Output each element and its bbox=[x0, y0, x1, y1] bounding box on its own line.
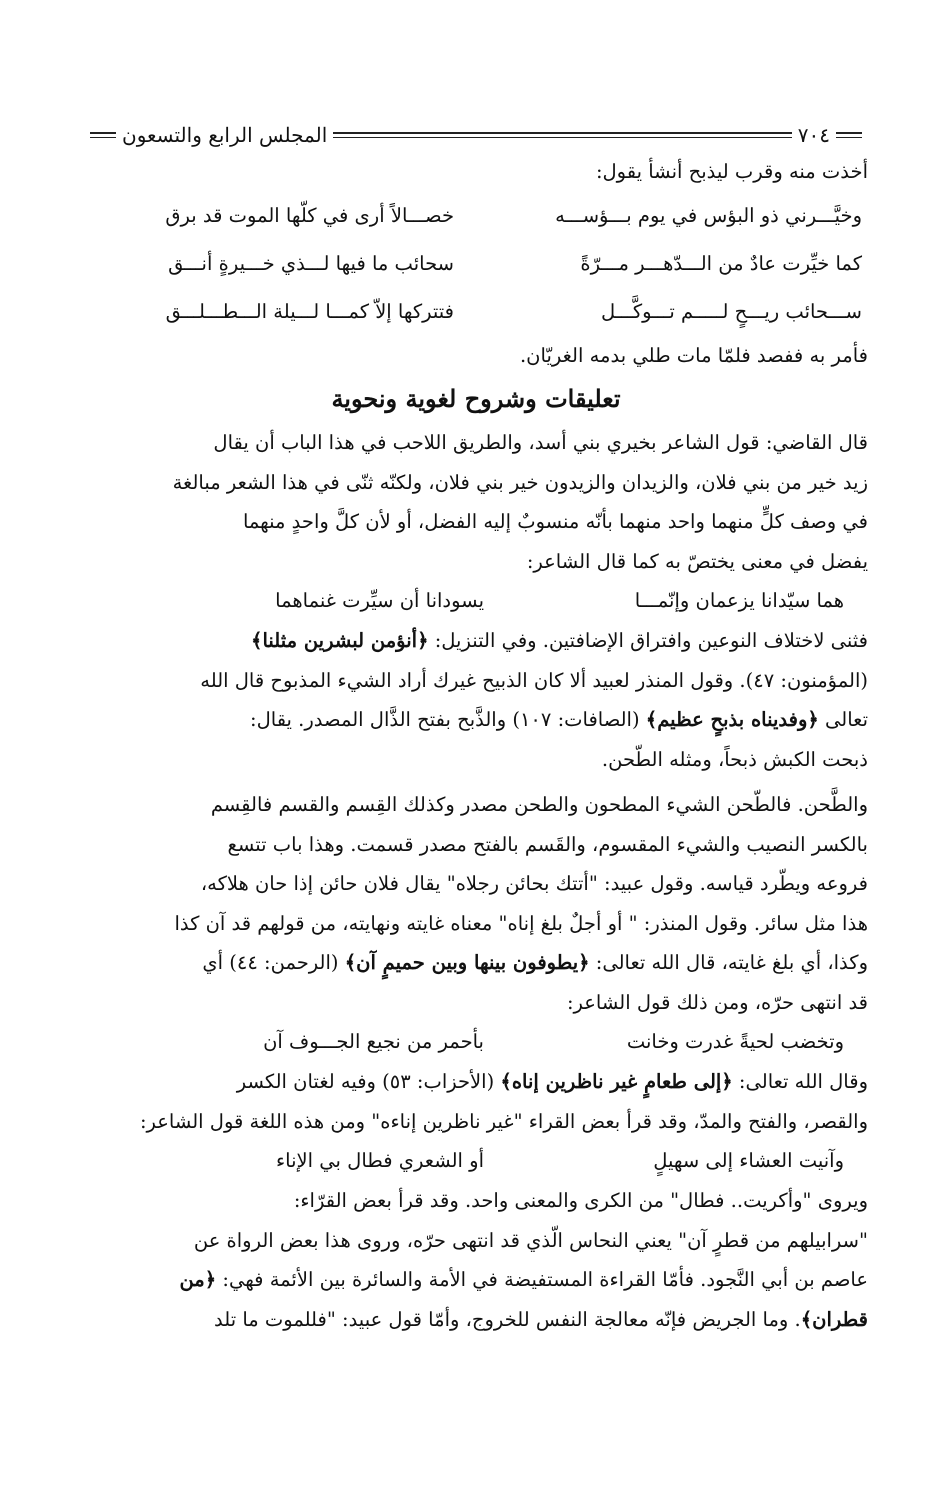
paragraph-line: زيد خير من بني فلان، والزيدان والزيدون خير بني فلان، ولكنّه ثنّى في هذا الشعر مبالغة bbox=[172, 470, 868, 494]
paragraph-line: (المؤمنون: ٤٧). وقول المنذر لعبيد ألا كان الذبيح غيرك أراد الشيء المذبوح قال الله bbox=[200, 668, 868, 692]
hemistich-first: هما سيّدانا يزعمان وإنّمـــا bbox=[634, 589, 844, 612]
text-run: . وما الجريض فإنّه معالجة النفس للخروج، وأمّا قول عبيد: "فللموت ما تلد bbox=[214, 1307, 801, 1331]
paragraph-line bbox=[84, 1300, 868, 1340]
verse bbox=[84, 1022, 868, 1062]
paragraph-line: يفضل في معنى يختصّ به كما قال الشاعر: bbox=[526, 549, 868, 573]
paragraph-line: بالكسر النصيب والشيء المقسوم، والقَسم بالفتح مصدر قسمت. وهذا باب تتسع bbox=[227, 832, 868, 856]
quran-quote: ﴿يطوفون بينها وبين حميمٍ آن﴾ bbox=[344, 951, 590, 974]
paragraph-line bbox=[84, 1062, 868, 1102]
hemistich-second: يسودانا أن سيِّرت غنماهما bbox=[275, 589, 484, 612]
page-number: ٧٠٤ bbox=[797, 123, 830, 147]
hemistich-second: خصـــالاً أرى في كلّها الموت قد برق bbox=[165, 203, 454, 227]
paragraph-line bbox=[84, 943, 868, 983]
after-poem-line: فأمر به ففصد فلمّا مات طلي بدمه الغريّان. bbox=[519, 343, 868, 367]
text-run: وقال الله تعالى: bbox=[732, 1070, 868, 1093]
paragraph-line bbox=[84, 1260, 868, 1300]
hemistich-first: وخيَّـــرني ذو البؤس في يوم بـــؤســـه bbox=[555, 203, 862, 227]
header-rule-end bbox=[90, 132, 116, 138]
poem-verse bbox=[84, 288, 868, 336]
paragraph-line: "سرابيلهم من قطرٍ آن" يعني النحاس الّذي قد انتهى حرّه، وروى هذا بعض الرواة عن bbox=[193, 1228, 868, 1252]
quran-quote: قطران﴾ bbox=[800, 1307, 868, 1331]
header-rule-start bbox=[836, 132, 862, 138]
chapter-title: المجلس الرابع والتسعون bbox=[122, 123, 328, 147]
hemistich-first: ســـحائب ريـــحٍ لـــــم تـــوكَّـــل bbox=[600, 299, 862, 323]
text-run: (الصافات: ١٠٧) والذَّبح بفتح الذَّال المصدر. يقال: bbox=[250, 708, 646, 731]
paragraph-line: قال القاضي: قول الشاعر بخيري بني أسد، والطريق اللاحب في هذا الباب أن يقال bbox=[213, 431, 868, 454]
hemistich-first: كما خيِّرت عادٌ من الـــدّهـــر مـــرّةً bbox=[580, 251, 862, 275]
paragraph-line bbox=[84, 621, 868, 661]
hemistich-second: أو الشعري فطال بي الإناء bbox=[276, 1149, 484, 1172]
text-run: وكذا، أي بلغ غايته، قال الله تعالى: bbox=[589, 951, 868, 974]
quran-quote: ﴿أنؤمن لبشرين مثلنا﴾ bbox=[251, 629, 429, 652]
paragraph-line: في وصف كلٍّ منهما واحد منهما بأنّه منسوبٌ إليه الفضل، أو لأن كلَّ واحدٍ منهما bbox=[242, 510, 868, 533]
paragraph-line: ذبحت الكبش ذبحاً، ومثله الطّحن. bbox=[601, 747, 868, 771]
text-run: عاصم بن أبي النَّجود. فأمّا القراءة المستفيضة في الأمة والسائرة بين الأئمة فهي: bbox=[216, 1268, 868, 1291]
verse bbox=[84, 581, 868, 621]
paragraph-line: قد انتهى حرّه، ومن ذلك قول الشاعر: bbox=[566, 990, 868, 1014]
page bbox=[84, 118, 868, 1339]
section-title: تعليقات وشروح لغوية ونحوية bbox=[331, 384, 621, 413]
hemistich-first: وآنيت العشاء إلى سهيلٍ bbox=[653, 1149, 844, 1172]
text-run: فثنى لاختلاف النوعين وافتراق الإضافتين. وفي التنزيل: bbox=[428, 629, 868, 652]
poem-verse bbox=[84, 240, 868, 288]
running-header bbox=[84, 118, 868, 152]
quran-quote: ﴿وفديناه بذبحٍ عظيم﴾ bbox=[645, 708, 819, 731]
quran-quote: ﴿من bbox=[179, 1268, 217, 1291]
hemistich-second: بأحمر من نجيع الجـــوف آن bbox=[263, 1030, 484, 1053]
paragraph-line: هذا مثل سائر. وقول المنذر: " أو أجلٌ بلغ إناه" معناه غايته ونهايته، من قولهم قد آن كذا bbox=[174, 911, 868, 935]
hemistich-second: سحائب ما فيها لـــذي خـــيرةٍ أنـــق bbox=[168, 251, 454, 275]
paragraph-line: والقصر، والفتح والمدّ، وقد قرأ بعض القراء "غير ناظرين إناءه" ومن هذه اللغة قول الشاعر: bbox=[139, 1109, 868, 1133]
quran-quote: ﴿إلى طعامٍ غير ناظرين إناه﴾ bbox=[500, 1070, 733, 1093]
poem-verse bbox=[84, 192, 868, 240]
header-rule-middle bbox=[333, 132, 792, 138]
intro-line: أخذت منه وقرب ليذبح أنشأ يقول: bbox=[595, 160, 868, 183]
paragraph-line bbox=[84, 700, 868, 740]
paragraph-line: والطَّحن. فالطّحن الشيء المطحون والطحن مصدر وكذلك القِسم والقسم فالقِسم bbox=[210, 793, 868, 816]
text-run: تعالى bbox=[818, 708, 868, 731]
text-run: (الرحمن: ٤٤) أي bbox=[202, 951, 345, 974]
text-run: (الأحزاب: ٥٣) وفيه لغتان الكسر bbox=[236, 1070, 501, 1093]
hemistich-first: وتخضب لحيةً غدرت وخانت bbox=[626, 1030, 844, 1053]
paragraph-line: ويروى "وأكريت.. فطال" من الكرى والمعنى واحد. وقد قرأ بعض القرّاء: bbox=[293, 1189, 868, 1212]
hemistich-second: فتتركها إلاّ كمـــا لـــيلة الـــطـــلـــق bbox=[165, 299, 454, 323]
verse bbox=[84, 1141, 868, 1181]
paragraph-line: فروعه ويطّرد قياسه. وقول عبيد: "أتتك بحائن رجلاه" يقال فلان حائن إذا حان هلاكه، bbox=[200, 872, 868, 895]
